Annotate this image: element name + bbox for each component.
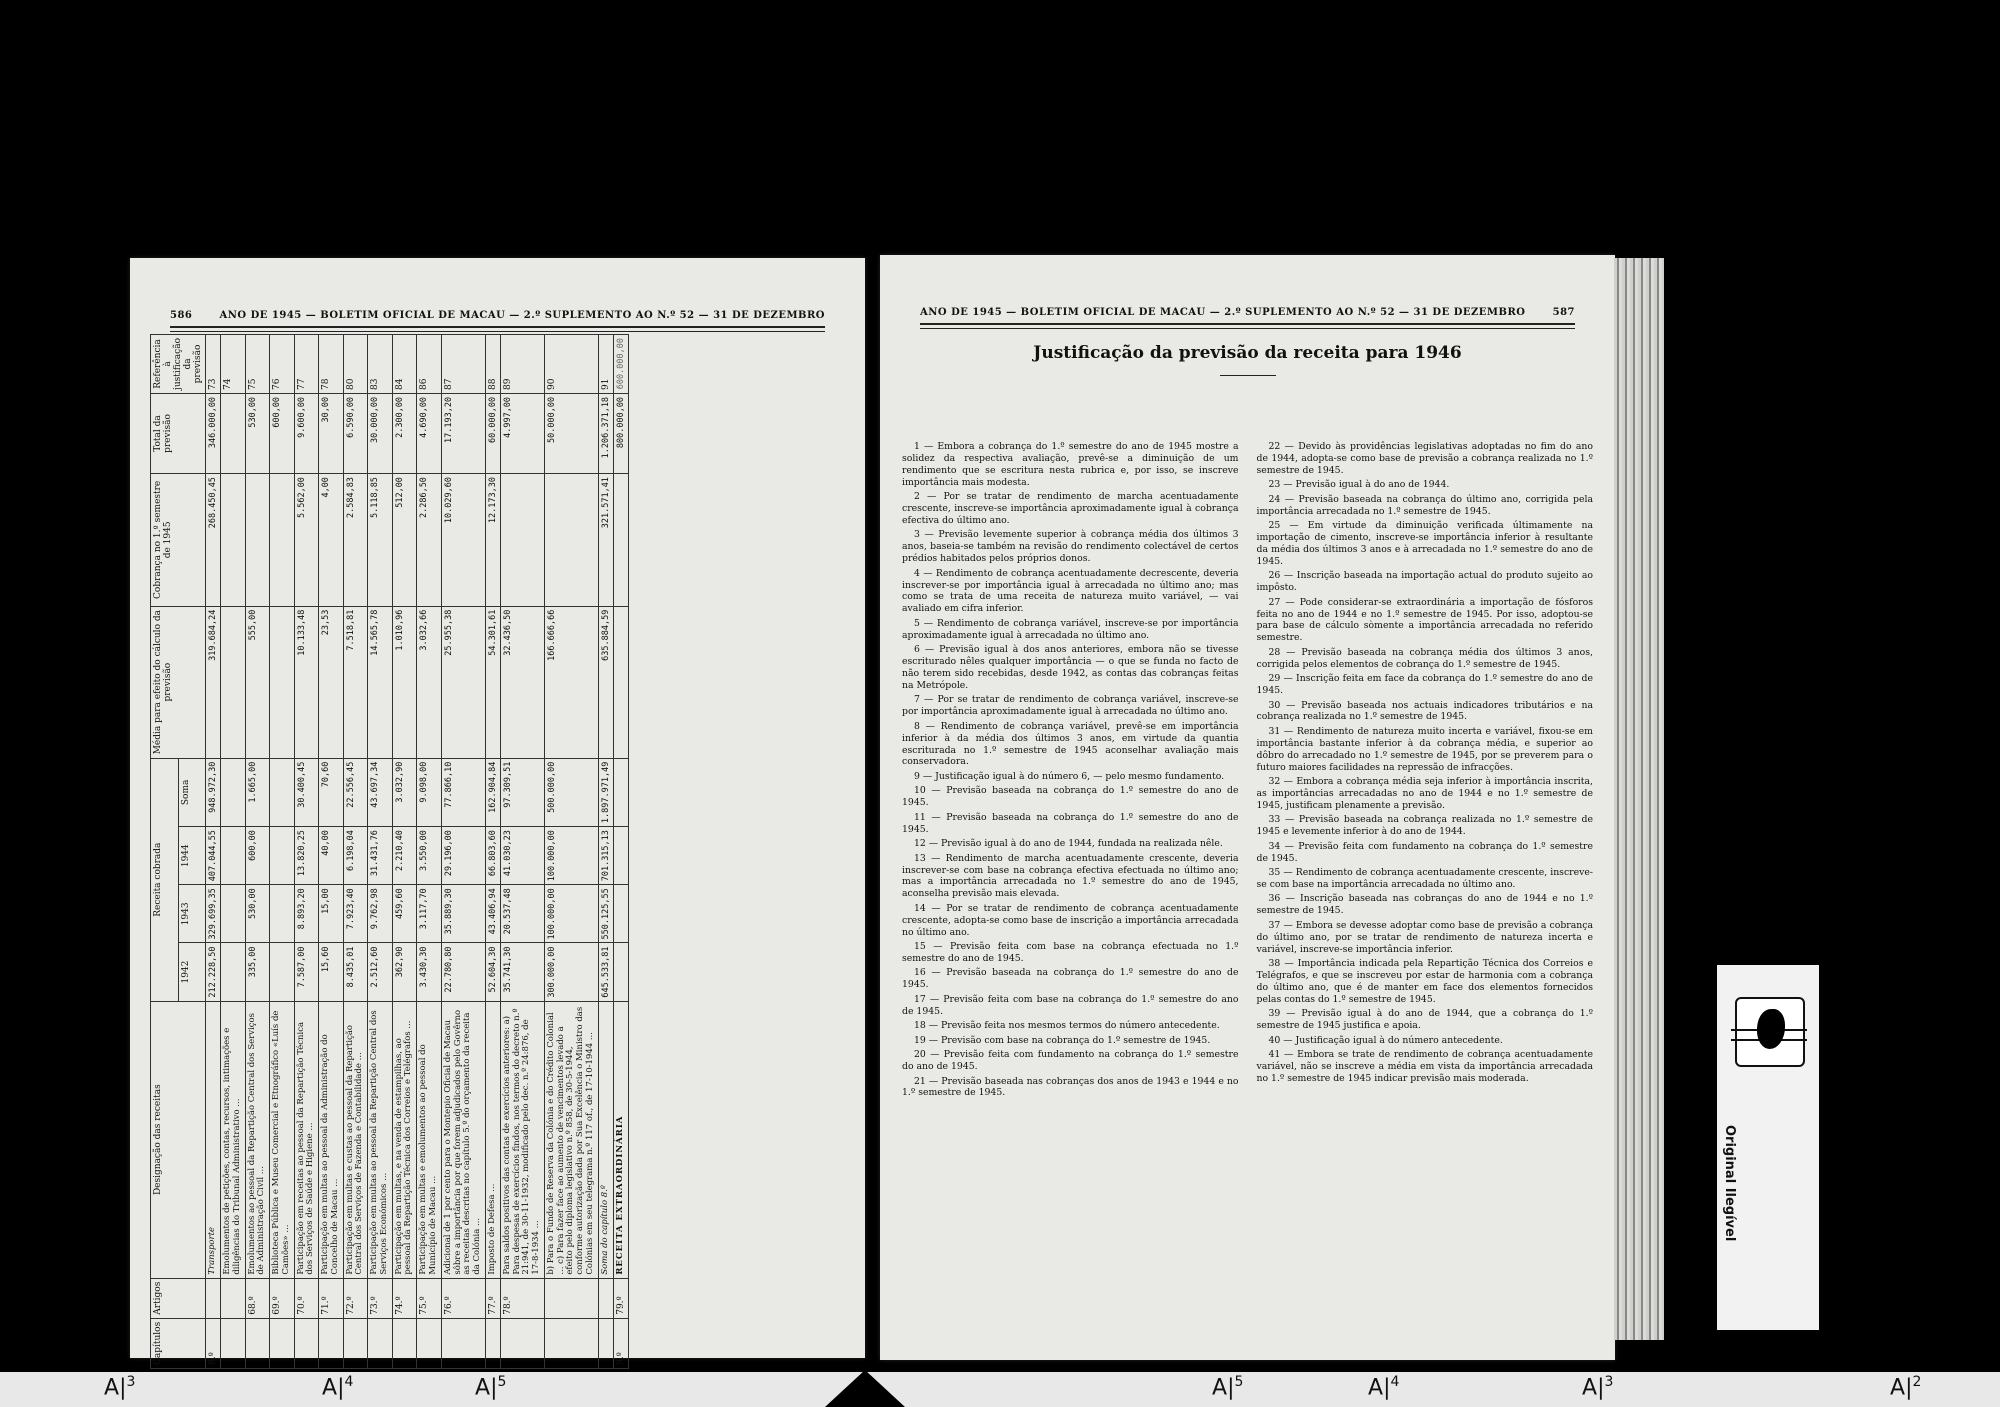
book-stamp-icon [1735, 997, 1805, 1067]
cell-y1944: 13.820,25 [294, 827, 319, 885]
cell-y1943: 15,00 [319, 885, 344, 943]
cell-y1944: 407.044,55 [206, 827, 221, 885]
table-row [245, 335, 270, 1369]
justification-paragraph: 14 — Por se tratar de rendimento de cobrança acentuadamente crescente, adopta-se como base de inscrição a importância arrecadada no último ano. [902, 902, 1239, 938]
th-1942: 1942 [178, 943, 206, 1001]
cell-soma: 948.972,30 [206, 758, 221, 826]
cell-ref: 90 [544, 335, 598, 394]
cell-des: Participação em multas e emolumentos ao pessoal do Município de Macau ... [417, 1001, 442, 1278]
cell-cob: 4,00 [319, 474, 344, 607]
cell-y1944: 2.210,40 [392, 827, 417, 885]
cell-y1943: 8.893,20 [294, 885, 319, 943]
th-designacao: Designação das receitas [151, 1001, 206, 1278]
justification-paragraph: 16 — Previsão baseada na cobrança do 1.º semestre do ano de 1945. [902, 967, 1239, 991]
cell-art: 71.º [319, 1278, 344, 1318]
table-row [544, 335, 598, 1369]
left-page-number: 586 [170, 310, 193, 321]
table-row [598, 335, 613, 1369]
cell-media: 25.955,38 [441, 606, 485, 758]
cell-cap [392, 1318, 417, 1368]
cell-ref: 73 [206, 335, 221, 394]
justification-paragraph: 40 — Justificação igual à do número antecedente. [1268, 1034, 1503, 1046]
cell-art [598, 1278, 613, 1318]
cell-ref: 75 [245, 335, 270, 394]
justification-paragraph: 35 — Rendimento de cobrança acentuadamente crescente, inscreve-se com base na importância arrecadada no último ano. [1256, 867, 1593, 890]
cell-des: Biblioteca Pública e Museu Comercial e Etnográfico «Luís de Camões» ... [270, 1001, 295, 1278]
cell-soma: 1.897.971,49 [598, 758, 613, 826]
cell-cob: 512,00 [392, 474, 417, 607]
cell-soma: 9.098,00 [417, 758, 442, 826]
cell-cap [544, 1318, 598, 1368]
cell-soma: 162.904,84 [485, 758, 500, 826]
cell-total: 530,00 [245, 393, 270, 473]
cell-y1944: 600,00 [245, 827, 270, 885]
table-row [206, 335, 221, 1369]
justification-paragraph: 5 — Rendimento de cobrança variável, inscreve-se por importância aproximadamente igual à arrecadada no último ano. [902, 617, 1239, 641]
cell-media: 635.884,59 [598, 606, 613, 758]
cell-cap [294, 1318, 319, 1368]
cell-ref: 91 [598, 335, 613, 394]
table-row [500, 335, 544, 1369]
cell-cob [221, 474, 246, 607]
table-row [392, 335, 417, 1369]
th-total: Total da previsão [151, 393, 206, 473]
justification-paragraph: 1 — Embora a cobrança do 1.º semestre do ano de 1945 mostre a solidez da respectiva avaliação, prevê-se a diminuição de um rendimento que se escritura nesta rubrica e, por isso, se inscreve importância mais modesta. [902, 441, 1239, 488]
justification-paragraph: 18 — Previsão feita nos mesmos termos do número antecedente. [914, 1020, 1220, 1032]
justification-paragraph: 15 — Previsão feita com base na cobrança efectuada no 1.º semestre do ano de 1945. [902, 941, 1239, 964]
justification-paragraph: 6 — Previsão igual à dos anos anteriores, embora não se tivesse escriturado nêles qualquer importância — o que se funda no facto de não terem sido recebidas, desde 1942, as contas das cobranças feitas na Metrópole. [902, 644, 1239, 691]
cell-art [544, 1278, 598, 1318]
cell-y1943: 329.699,35 [206, 885, 221, 943]
illegible-original-card [1717, 965, 1819, 1330]
cell-soma: 500.000,00 [544, 758, 598, 826]
cell-total: 600,00 [270, 393, 295, 473]
cell-total: 60.000,00 [485, 393, 500, 473]
th-artigos: Artigos [151, 1278, 206, 1318]
cell-cob: 321.571,41 [598, 474, 613, 607]
justification-paragraph: 26 — Inscrição baseada na importação actual do produto sujeito ao impôsto. [1256, 570, 1593, 594]
cell-soma: 1.665,00 [245, 758, 270, 826]
cell-media: 54.301,61 [485, 606, 500, 758]
cell-total: 2.300,00 [392, 393, 417, 473]
cell-y1942: 35.741,30 [500, 943, 544, 1001]
right-running-head-text: ANO DE 1945 — BOLETIM OFICIAL DE MACAU — 2.º SUPLEMENTO AO N.º 52 — 31 DE DEZEMBRO [920, 307, 1526, 318]
cell-soma [221, 758, 246, 826]
title-rule [1220, 375, 1276, 376]
cell-total: 30,00 [319, 393, 344, 473]
cell-y1944: 100.000,00 [544, 827, 598, 885]
cell-y1943: 100.000,00 [544, 885, 598, 943]
cell-media: 23,53 [319, 606, 344, 758]
cell-ref: 80 [343, 335, 368, 394]
cell-y1942 [270, 943, 295, 1001]
table-row [368, 335, 393, 1369]
cell-art: 75.º [417, 1278, 442, 1318]
cell-art: 68.º [245, 1278, 270, 1318]
cell-des: Emolumentos ao pessoal da Repartição Central dos Serviços de Administração Civil ... [245, 1001, 270, 1278]
cell-soma: 3.032,90 [392, 758, 417, 826]
th-1943: 1943 [178, 885, 206, 943]
cell-cap: 8.º [206, 1318, 221, 1368]
footer-cap: 9.º [613, 1318, 628, 1368]
cell-art: 74.º [392, 1278, 417, 1318]
justification-paragraph: 27 — Pode considerar-se extraordinária a importação de fósforos feita no ano de 1944 e no 1.º semestre de 1945. Por isso, adoptou-se para base de cálculo sòmente a importância arrecadada no referido semestre. [1256, 596, 1593, 644]
cell-des: Participação em multas e custas ao pessoal da Repartição Central dos Serviços de Fazenda e Contabilidade ... [343, 1001, 368, 1278]
table-row [294, 335, 319, 1369]
marker-a12-right: $A|^2$ [1890, 1374, 1922, 1401]
cell-y1943: 7.923,40 [343, 885, 368, 943]
cell-ref: 84 [392, 335, 417, 394]
cell-media: 166.666,66 [544, 606, 598, 758]
cell-y1944 [270, 827, 295, 885]
justification-paragraph: 12 — Previsão igual à do ano de 1944, fundada na realizada nêle. [914, 838, 1223, 850]
right-page [880, 255, 1615, 1360]
cell-total: 4.690,00 [417, 393, 442, 473]
cell-soma: 22.556,45 [343, 758, 368, 826]
th-capitulos: Capítulos [151, 1318, 206, 1368]
cell-des: Participação em multas ao pessoal da Repartição Central dos Serviços Económicos ... [368, 1001, 393, 1278]
cell-ref: 87 [441, 335, 485, 394]
justification-paragraph: 34 — Previsão feita com fundamento na cobrança do 1.º semestre de 1945. [1256, 840, 1593, 864]
cell-y1942: 645.533,81 [598, 943, 613, 1001]
justification-paragraph: 3 — Previsão levemente superior à cobrança média dos últimos 3 anos, baseia-se também na revisão do rendimento colectável de certos prédios habitados pelos próprios donos. [902, 529, 1239, 565]
table-row [270, 335, 295, 1369]
cell-y1943: 20.537,48 [500, 885, 544, 943]
revenue-table [150, 334, 629, 1369]
cell-y1944: 31.431,76 [368, 827, 393, 885]
cell-ref: 77 [294, 335, 319, 394]
footer-section: RECEITA EXTRAORDINÁRIA [613, 1001, 628, 1278]
cell-media: 555,00 [245, 606, 270, 758]
justification-paragraph: 21 — Previsão baseada nas cobranças dos anos de 1943 e 1944 e no 1.º semestre de 1945. [902, 1075, 1239, 1099]
right-running-head [920, 307, 1575, 318]
cell-total: 4.997,00 [500, 393, 544, 473]
marker-a13-right: $A|^3$ [1582, 1374, 1614, 1401]
cell-total: 17.193,20 [441, 393, 485, 473]
cell-ref: 88 [485, 335, 500, 394]
cell-media [221, 606, 246, 758]
cell-cob: 268.450,45 [206, 474, 221, 607]
cell-y1943: 43.406,94 [485, 885, 500, 943]
cell-cob [245, 474, 270, 607]
justification-paragraph: 7 — Por se tratar de rendimento de cobrança variável, inscreve-se por importância aproximadamente igual à arrecadada no último ano. [902, 694, 1239, 718]
cell-art: 69.º [270, 1278, 295, 1318]
justification-paragraph: 31 — Rendimento de natureza muito incerta e variável, fixou-se em importância bastante inferior à da cobrança média, e superior ao dôbro do arrecadado no 1.º semestre de 1945, por se preverem para o futuro maiores facilidades na repressão de infracções. [1256, 725, 1593, 773]
cell-y1944: 41.030,23 [500, 827, 544, 885]
cell-cap [270, 1318, 295, 1368]
cell-total: 9.600,00 [294, 393, 319, 473]
justification-paragraph: 36 — Inscrição baseada nas cobranças do ano de 1944 e no 1.º semestre de 1945. [1256, 893, 1593, 917]
cell-y1943 [270, 885, 295, 943]
cell-cap [500, 1318, 544, 1368]
cell-y1942: 2.512,60 [368, 943, 393, 1001]
cell-y1944: 66.803,60 [485, 827, 500, 885]
cell-des: Participação em multas, e na venda de estampilhas, ao pessoal da Repartição Técnica dos Correios e Telégrafos ... [392, 1001, 417, 1278]
cell-y1942: 8.435,01 [343, 943, 368, 1001]
cell-des: Participação em multas ao pessoal da Administração do Concelho de Macau ... [319, 1001, 344, 1278]
cell-cob [544, 474, 598, 607]
cell-total: 30.000,00 [368, 393, 393, 473]
page-title: Justificação da previsão da receita para 1946 [1033, 343, 1462, 363]
cell-y1942: 212.228,50 [206, 943, 221, 1001]
cell-soma: 70,60 [319, 758, 344, 826]
marker-a14-right: $A|^4$ [1368, 1374, 1400, 1401]
justification-paragraph: 10 — Previsão baseada na cobrança do 1.º semestre do ano de 1945. [902, 785, 1239, 809]
th-soma: Soma [178, 758, 206, 826]
cell-ref: 74 [221, 335, 246, 394]
cell-cap [417, 1318, 442, 1368]
cell-art: 73.º [368, 1278, 393, 1318]
gutter-triangle [825, 1370, 905, 1407]
cell-des: Adicional de 1 por cento para o Montepio Oficial de Macau sôbre a importância por que forem adjudicados pelo Govêrno as receitas descritas no capítulo 5.º do orçamento da receita da Colónia ... [441, 1001, 485, 1278]
cell-art: 72.º [343, 1278, 368, 1318]
justification-paragraph: 24 — Previsão baseada na cobrança do último ano, corrigida pela importância arrecadada no 1.º semestre de 1945. [1256, 493, 1593, 517]
justification-paragraph: 38 — Importância indicada pela Repartição Técnica dos Correios e Telégrafos, e que se inscreveu por estar de harmonia com a cobrança do último ano, que é de manter em face dos elementos fornecidos pelas contas do 1.º semestre de 1945. [1256, 958, 1593, 1005]
cell-media: 319.684,24 [206, 606, 221, 758]
cell-media: 10.133,48 [294, 606, 319, 758]
cell-soma: 30.400,45 [294, 758, 319, 826]
cell-des: Para saldos positivos das contas de exercícios anteriores: a) Para despesas de exercícios findos, nos termos do decreto n.º 21:941, de 30-11-1932, modificado pelo dec. n.º 24:876, de 17-8-1934 ... [500, 1001, 544, 1278]
cell-cap [245, 1318, 270, 1368]
marker-a14-left: $A|^4$ [322, 1374, 354, 1401]
cell-total [221, 393, 246, 473]
cell-art: 70.º [294, 1278, 319, 1318]
justification-paragraph: 2 — Por se tratar de rendimento de marcha acentuadamente crescente, inscreve-se importância aproximadamente igual à cobrança efectiva do último ano. [902, 491, 1239, 526]
cell-cob: 10.029,60 [441, 474, 485, 607]
left-running-head [170, 310, 825, 321]
cell-total: 1.206.371,18 [598, 393, 613, 473]
justification-column-left [902, 441, 1239, 1102]
th-1944: 1944 [178, 827, 206, 885]
cell-soma: 97.309,51 [500, 758, 544, 826]
justification-paragraph: 32 — Embora a cobrança média seja inferior à importância inscrita, as importâncias arrecadadas no ano de 1944 e no 1.º semestre de 1945, justificam plenamente a previsão. [1256, 776, 1593, 811]
cell-cob: 2.584,83 [343, 474, 368, 607]
footer-art: 79.º [613, 1278, 628, 1318]
left-running-head-text: ANO DE 1945 — BOLETIM OFICIAL DE MACAU — 2.º SUPLEMENTO AO N.º 52 — 31 DE DEZEMBRO [219, 310, 825, 321]
cell-des: b) Para o Fundo de Reserva da Colónia e do Crédito Colonial ... c) Para fazer face ao aumento de vencimentos levado a efeito pelo diploma legislativo n.º 858, de 30-5-1944, conforme autorização dada por Sua Excelência o Ministro das Colónias em seu telegrama n.º 117 of., de 17-10-1944 ... [544, 1001, 598, 1278]
cell-cap [598, 1318, 613, 1368]
right-page-number: 587 [1552, 307, 1575, 318]
justification-paragraph: 25 — Em virtude da diminuição verificada últimamente na importação de cimento, inscreve-se importância inferior à resultante da média dos últimos 3 anos e à arrecadada no 1.º semestre do ano de 1945. [1256, 520, 1593, 567]
justification-paragraph: 22 — Devido às providências legislativas adoptadas no fim do ano de 1944, adopta-se como base de previsão a cobrança realizada no 1.º semestre de 1945. [1256, 441, 1593, 476]
cell-y1943: 3.117,70 [417, 885, 442, 943]
justification-paragraph: 20 — Previsão feita com fundamento na cobrança do 1.º semestre do ano de 1945. [902, 1049, 1239, 1073]
th-ref: Referência à justificação da previsão [151, 335, 206, 394]
cell-y1942: 335,00 [245, 943, 270, 1001]
left-head-rule [170, 326, 825, 332]
cell-cap [319, 1318, 344, 1368]
cell-soma [270, 758, 295, 826]
cell-cap [343, 1318, 368, 1368]
cell-y1943: 9.762,98 [368, 885, 393, 943]
table-row [221, 335, 246, 1369]
justification-paragraph: 28 — Previsão baseada na cobrança média dos últimos 3 anos, corrigida pelos elementos de cobrança do 1.º semestre de 1945. [1256, 646, 1593, 670]
cell-cob: 5.562,00 [294, 474, 319, 607]
justification-paragraph: 4 — Rendimento de cobrança acentuadamente decrescente, deveria inscrever-se por importância igual à arrecadada no último ano; mas como se trata de uma receita de natureza muito variável, — vai avaliado em cifra inferior. [902, 567, 1239, 615]
cell-ref: 86 [417, 335, 442, 394]
cell-media: 7.518,81 [343, 606, 368, 758]
cell-soma: 77.866,10 [441, 758, 485, 826]
justification-paragraph: 30 — Previsão baseada nos actuais indicadores tributários e na cobrança realizada no 1.º semestre de 1945. [1256, 699, 1593, 723]
cell-ref: 78 [319, 335, 344, 394]
cell-cob: 2.286,50 [417, 474, 442, 607]
cell-art [221, 1278, 246, 1318]
cell-cap [441, 1318, 485, 1368]
cell-total: 6.590,00 [343, 393, 368, 473]
cell-des: Soma do capítulo 8.º [598, 1001, 613, 1278]
cell-cob [500, 474, 544, 607]
cell-art [206, 1278, 221, 1318]
cell-y1942: 52.604,30 [485, 943, 500, 1001]
cell-total: 50.000,00 [544, 393, 598, 473]
marker-a15-right: $A|^5$ [1212, 1374, 1244, 1401]
cell-y1942: 300.000,00 [544, 943, 598, 1001]
justification-paragraph: 11 — Previsão baseada na cobrança do 1.º semestre do ano de 1945. [902, 811, 1239, 835]
cell-cap [485, 1318, 500, 1368]
justification-paragraph: 23 — Previsão igual à do ano de 1944. [1268, 479, 1450, 491]
cell-media [270, 606, 295, 758]
footer-total: 800.000,00 [613, 393, 628, 473]
justification-column-right [1257, 441, 1594, 1102]
cell-media: 3.032,66 [417, 606, 442, 758]
cell-y1944: 6.198,04 [343, 827, 368, 885]
cell-ref: 76 [270, 335, 295, 394]
cell-y1944: 701.315,13 [598, 827, 613, 885]
justification-paragraph: 29 — Inscrição feita em face da cobrança do 1.º semestre do ano de 1945. [1256, 673, 1593, 697]
cell-y1942: 15,60 [319, 943, 344, 1001]
cell-y1944: 3.550,00 [417, 827, 442, 885]
th-receita-cobrada: Receita cobrada [151, 758, 179, 1001]
cell-y1944: 40,00 [319, 827, 344, 885]
cell-total: 346.000,00 [206, 393, 221, 473]
justification-paragraph: 33 — Previsão baseada na cobrança realizada no 1.º semestre de 1945 e levemente inferior à do ano de 1944. [1256, 814, 1593, 838]
cell-y1942: 3.430,30 [417, 943, 442, 1001]
cell-y1943: 550.125,55 [598, 885, 613, 943]
cell-des: Emolumentos de petições, contas, recursos, intimações e diligências do Tribunal Administrativo ... [221, 1001, 246, 1278]
cell-y1942: 362,90 [392, 943, 417, 1001]
cell-y1942: 22.780,80 [441, 943, 485, 1001]
cell-cap [368, 1318, 393, 1368]
cell-media: 1.010,96 [392, 606, 417, 758]
cell-art: 78.º [500, 1278, 544, 1318]
cell-y1943: 530,00 [245, 885, 270, 943]
cell-media: 32.436,50 [500, 606, 544, 758]
illegible-label: Original Ilegível [1722, 1125, 1737, 1242]
cell-cob: 5.118,85 [368, 474, 393, 607]
film-strip [0, 1372, 2000, 1407]
cell-media: 14.565,78 [368, 606, 393, 758]
table-row [343, 335, 368, 1369]
justification-paragraph: 39 — Previsão igual à do ano de 1944, que a cobrança do 1.º semestre de 1945 justifica e apoia. [1256, 1008, 1593, 1032]
right-head-rule [920, 323, 1575, 329]
cell-ref: 83 [368, 335, 393, 394]
justification-paragraph: 17 — Previsão feita com base na cobrança do 1.º semestre do ano de 1945. [902, 993, 1239, 1017]
cell-y1943: 459,60 [392, 885, 417, 943]
cell-soma: 43.697,34 [368, 758, 393, 826]
cell-cob: 12.173,30 [485, 474, 500, 607]
table-row [417, 335, 442, 1369]
cell-y1942 [221, 943, 246, 1001]
cell-y1942: 7.587,00 [294, 943, 319, 1001]
justification-paragraph: 13 — Rendimento de marcha acentuadamente crescente, deveria inscrever-se com base na cobrança efectiva efectuada no último ano; mas a importância arrecadada no 1.º semestre do ano de 1945, aconselha previsão mais elevada. [902, 852, 1239, 900]
justification-paragraph: 19 — Previsão com base na cobrança do 1.º semestre de 1945. [914, 1034, 1211, 1046]
cell-des: Participação em receitas ao pessoal da Repartição Técnica dos Serviços de Saúde e Higiene ... [294, 1001, 319, 1278]
justification-paragraph: 37 — Embora se devesse adoptar como base de previsão a cobrança do último ano, por se tratar de rendimento de natureza incerta e variável, inscreve-se importância inferior. [1256, 919, 1593, 955]
cell-y1944: 29.196,00 [441, 827, 485, 885]
th-cobranca: Cobrança no 1.º semestre de 1945 [151, 474, 206, 607]
book-page-edges [1614, 258, 1664, 1340]
revenue-table-body [206, 335, 614, 1369]
th-media: Média para efeito do cálculo da previsão [151, 606, 206, 758]
justification-paragraph: 9 — Justificação igual à do número 6, — pelo mesmo fundamento. [914, 770, 1225, 782]
cell-y1943: 35.889,30 [441, 885, 485, 943]
table-row [319, 335, 344, 1369]
footer-total2: 600.000,00 [613, 335, 628, 394]
cell-art: 76.º [441, 1278, 485, 1318]
cell-art: 77.º [485, 1278, 500, 1318]
left-page [130, 258, 865, 1365]
revenue-table-wrap [150, 334, 870, 1369]
table-row [485, 335, 500, 1369]
justification-paragraph: 8 — Rendimento de cobrança variável, prevê-se em importância inferior à da média dos últimos 3 anos, em virtude da quantia escriturada no 1.º semestre de 1945 aconselhar avaliação mais conservadora. [902, 720, 1239, 768]
cell-des: Transporte [206, 1001, 221, 1278]
cell-y1944 [221, 827, 246, 885]
cell-cap [221, 1318, 246, 1368]
cell-ref: 89 [500, 335, 544, 394]
table-row [441, 335, 485, 1369]
cell-cob [270, 474, 295, 607]
justification-paragraph: 41 — Embora se trate de rendimento de cobrança acentuadamente variável, não se inscreve a média em vista da importância arrecadada no 1.º semestre de 1945 indicar previsão mais moderada. [1256, 1049, 1593, 1084]
cell-des: Imposto de Defesa ... [485, 1001, 500, 1278]
marker-a13-left: $A|^3$ [104, 1374, 136, 1401]
cell-y1943 [221, 885, 246, 943]
marker-a15-left: $A|^5$ [475, 1374, 507, 1401]
